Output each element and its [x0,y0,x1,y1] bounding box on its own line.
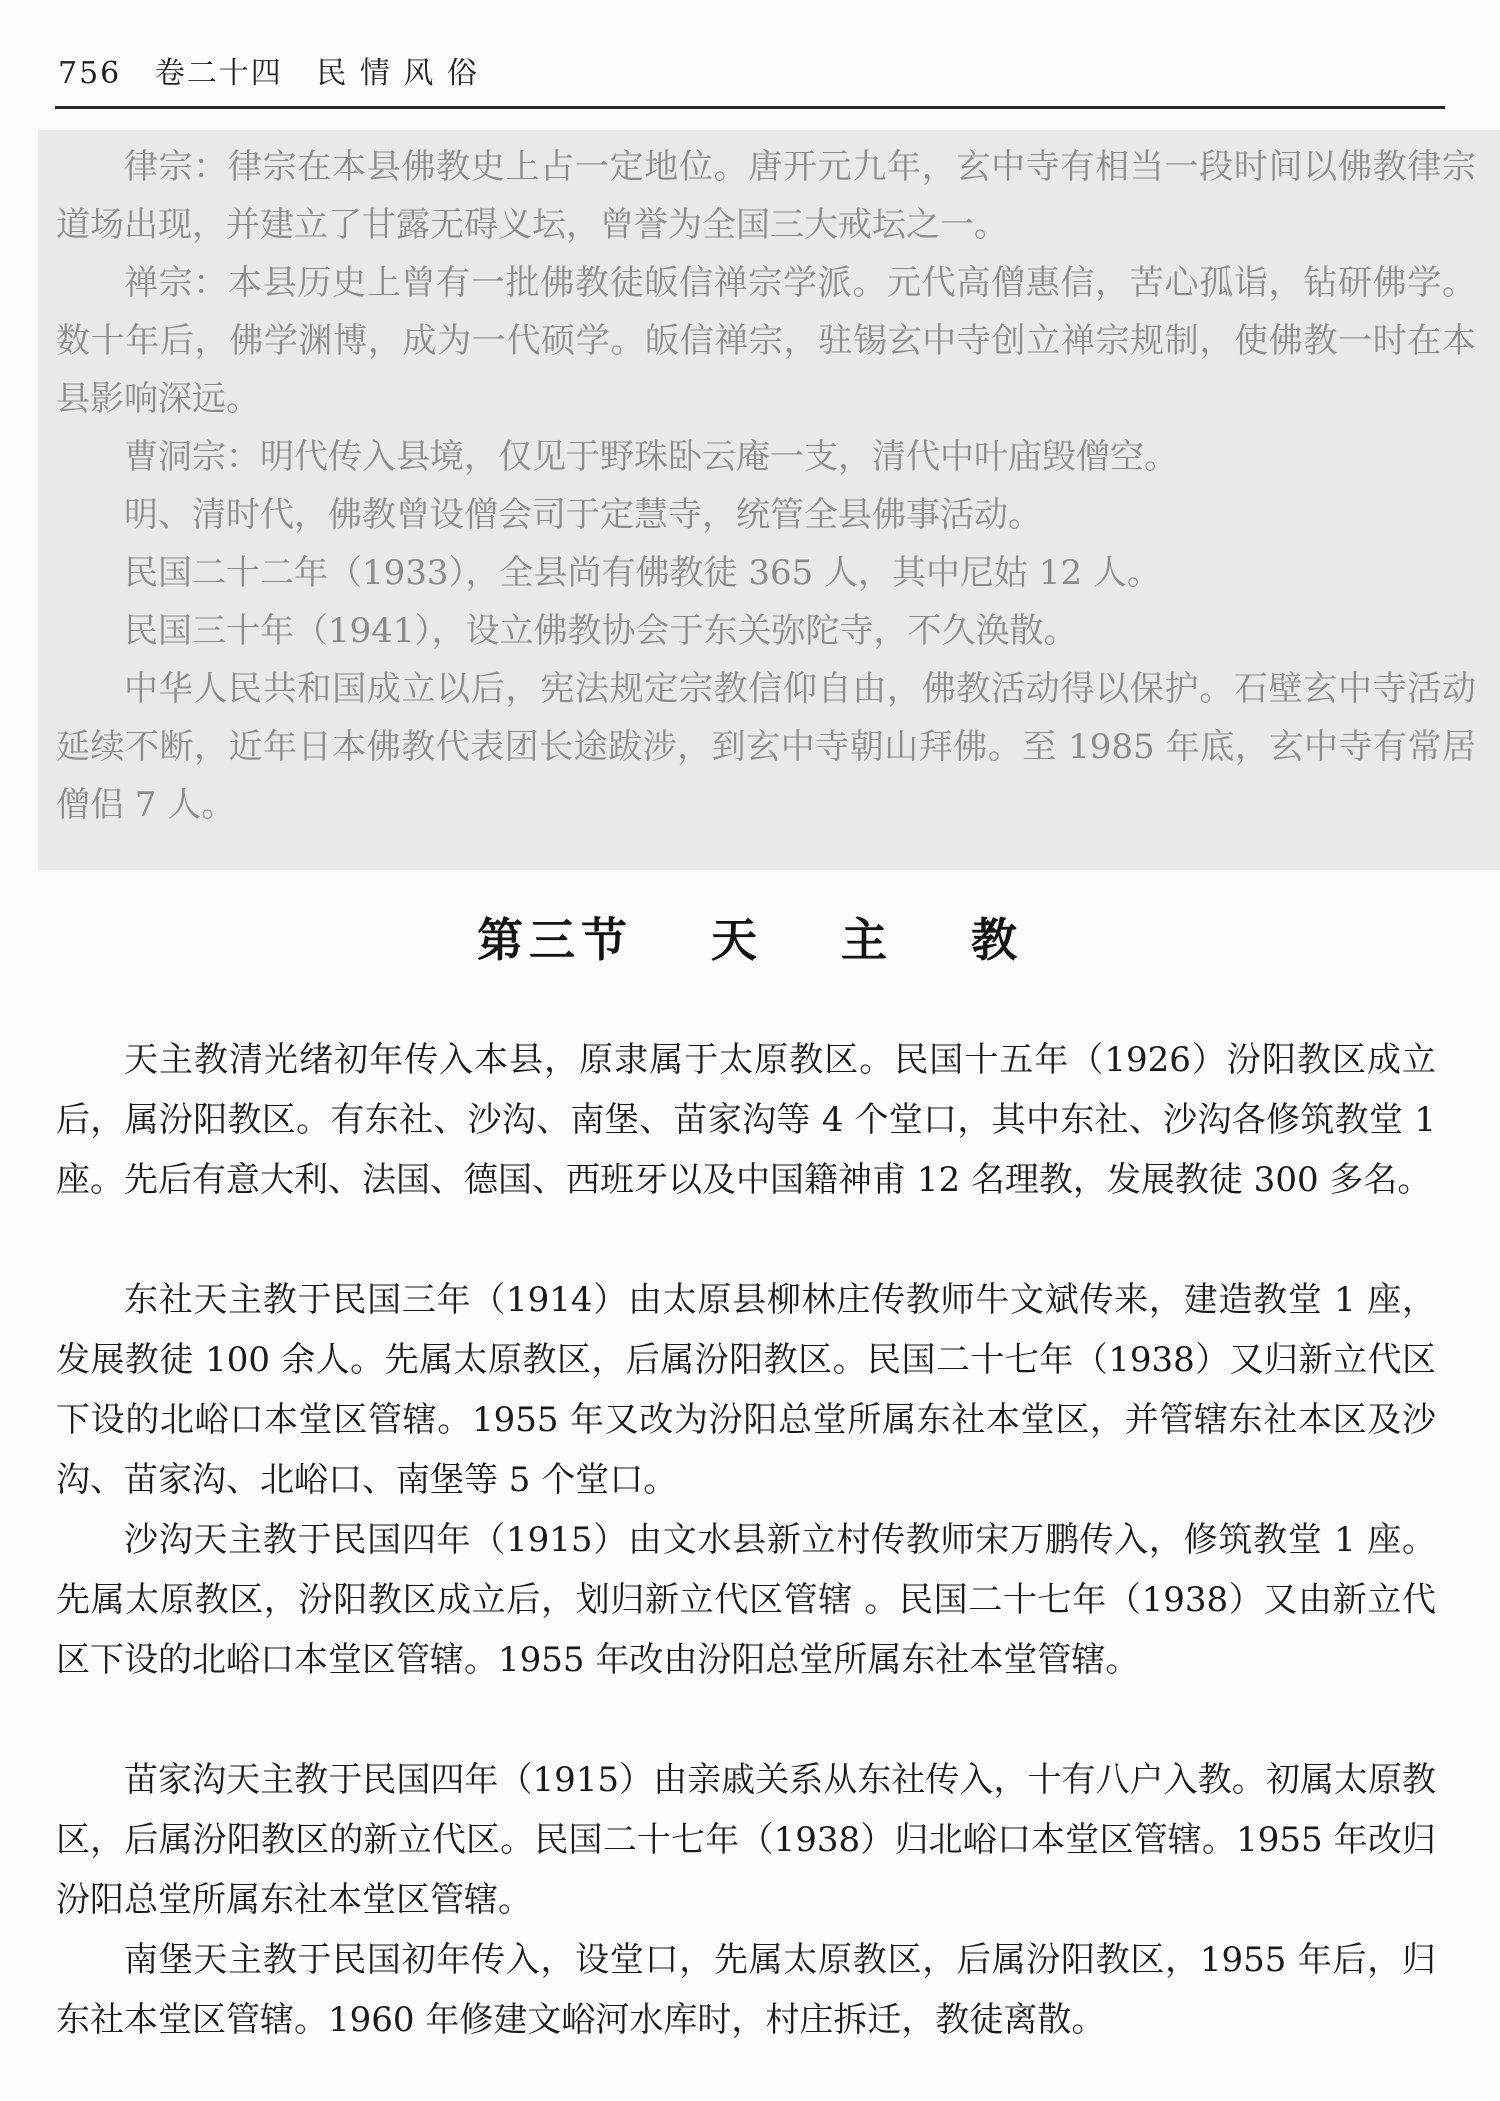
body-paragraph-shagou: 沙沟天主教于民国四年（1915）由文水县新立村传教师宋万鹏传入，修筑教堂 1 座。先属太原教区，汾阳教区成立后，划归新立代区管辖 。民国二十七年（1938）又由新立代区下设的北峪口本堂区管辖。1955 年改由汾阳总堂所属东社本堂管辖。 [56,1520,1436,1680]
body-paragraph-nanbao: 南堡天主教于民国初年传入，设堂口，先属太原教区，后属汾阳教区，1955 年后，归东社本堂区管辖。1960 年修建文峪河水库时，村庄拆迁，教徒离散。 [56,1940,1436,2040]
section-title [0,904,1500,970]
faded-paragraph-lvzong: 律宗：律宗在本县佛教史上占一定地位。唐开元九年，玄中寺有相当一段时间以佛教律宗道场出现，并建立了甘露无碍义坛，曾誉为全国三大戒坛之一。 [56,147,1476,245]
faded-paragraph-caodong: 曹洞宗：明代传入县境，仅见于野珠卧云庵一支，清代中叶庙毁僧空。 [124,437,1178,477]
page-number: 756 [58,56,122,91]
faded-paragraph-mingqing: 明、清时代，佛教曾设僧会司于定慧寺，统管全县佛事活动。 [124,495,1042,535]
body-paragraph-miaojiagou: 苗家沟天主教于民国四年（1915）由亲戚关系从东社传入，十有八户入教。初属太原教区，后属汾阳教区的新立代区。民国二十七年（1938）归北峪口本堂区管辖。1955 年改归汾阳总堂所属东社本堂区管辖。 [56,1760,1436,1920]
body-paragraph-dongshe: 东社天主教于民国三年（1914）由太原县柳林庄传教师牛文斌传来，建造教堂 1 座，发展教徒 100 余人。先属太原教区，后属汾阳教区。民国二十七年（1938）又归新立代区下设的北峪口本堂区管辖。1955 年又改为汾阳总堂所属东社本堂区，并管辖东社本区及沙沟、苗家沟、北峪口、南堡等 5 个堂口。 [56,1280,1436,1500]
body-paragraph-intro: 天主教清光绪初年传入本县，原隶属于太原教区。民国十五年（1926）汾阳教区成立后，属汾阳教区。有东社、沙沟、南堡、苗家沟等 4 个堂口，其中东社、沙沟各修筑教堂 1 座。先后有意大利、法国、德国、西班牙以及中国籍神甫 12 名理教，发展教徒 300 多名。 [56,1040,1436,1200]
section-title-char-3: 教 [971,913,1024,967]
faded-paragraph-chanzong: 禅宗：本县历史上曾有一批佛教徒皈信禅宗学派。元代高僧惠信，苦心孤诣，钻研佛学。数十年后，佛学渊博，成为一代硕学。皈信禅宗，驻锡玄中寺创立禅宗规制，使佛教一时在本县影响深远。 [56,263,1476,419]
running-header [58,48,1438,100]
chapter-label: 民 情 风 俗 [316,56,479,91]
section-title-char-1: 天 [710,913,763,967]
section-title-char-2: 主 [841,913,893,967]
faded-previous-section [38,130,1500,870]
section-number: 第三节 [476,913,633,967]
faded-paragraph-1933: 民国二十二年（1933），全县尚有佛教徒 365 人，其中尼姑 12 人。 [124,553,1161,593]
volume-label: 卷二十四 [154,56,283,91]
faded-paragraph-prc: 中华人民共和国成立以后，宪法规定宗教信仰自由，佛教活动得以保护。石壁玄中寺活动延续不断，近年日本佛教代表团长途跋涉，到玄中寺朝山拜佛。至 1985 年底，玄中寺有常居僧侣 7 人。 [56,669,1476,825]
header-rule [55,106,1445,109]
faded-paragraph-1941: 民国三十年（1941），设立佛教协会于东关弥陀寺，不久涣散。 [124,611,1078,651]
